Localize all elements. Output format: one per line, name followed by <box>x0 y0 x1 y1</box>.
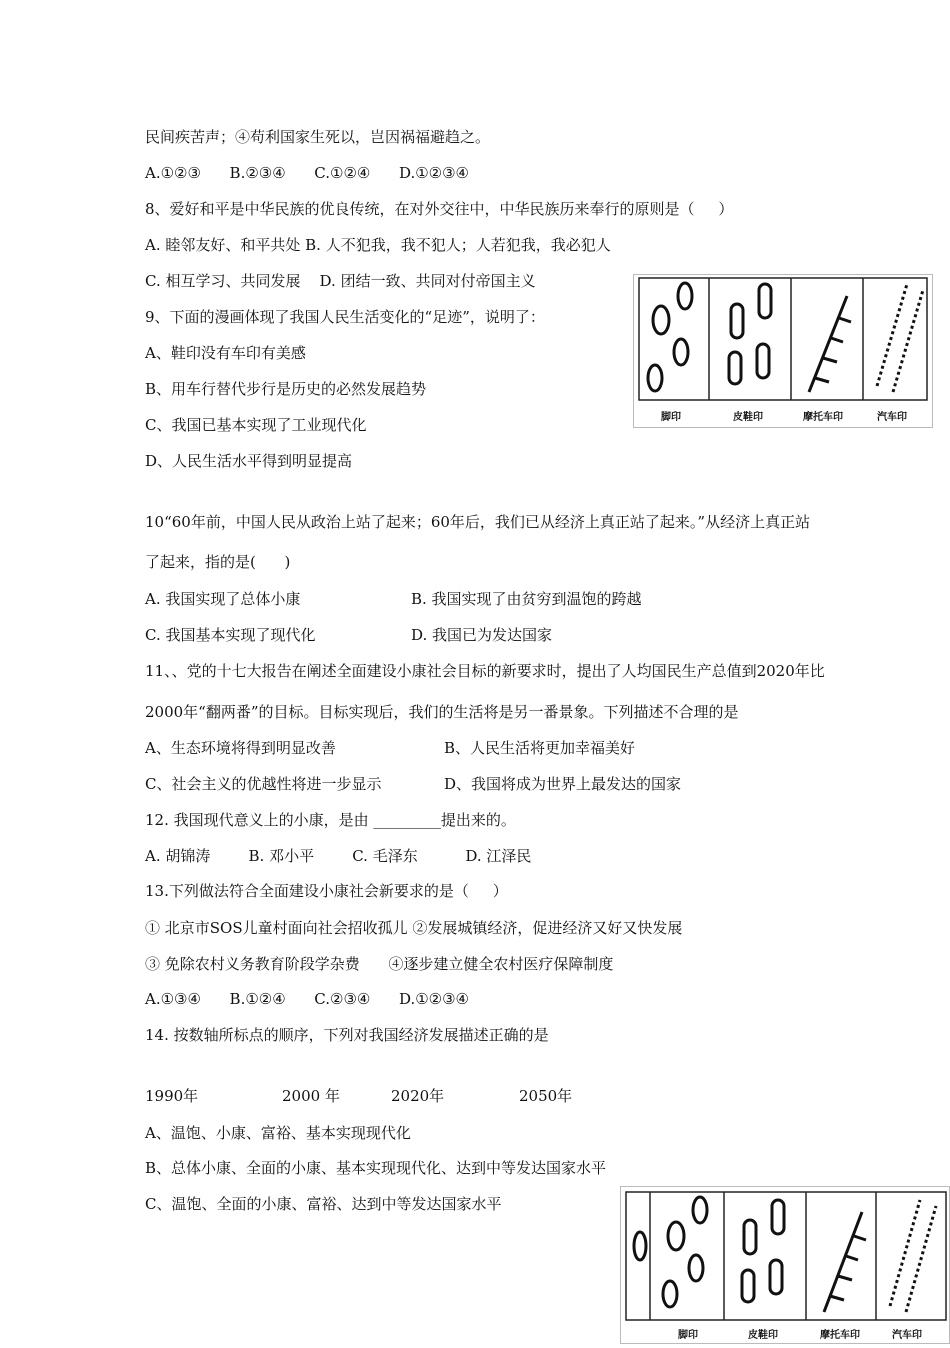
question-14-option-c: C、温饱、全面的小康、富裕、达到中等发达国家水平 <box>145 1195 502 1213</box>
answer-options: A.①②③ B.②③④ C.①②④ D.①②③④ <box>145 164 470 182</box>
question-8: 8、爱好和平是中华民族的优良传统，在对外交往中，中华民族历来奉行的原则是（ ） <box>145 200 734 218</box>
text-line: 民间疾苦声；④苟利国家生死以，岂因祸福避趋之。 <box>145 128 491 146</box>
question-10-option-d: D. 我国已为发达国家 <box>411 626 553 644</box>
question-11-option-c: C、社会主义的优越性将进一步显示 <box>145 775 382 793</box>
footprint-cartoon-drawing <box>633 274 933 428</box>
footprint-cartoon-copy <box>620 1186 950 1344</box>
question-8-options-ab: A. 睦邻友好、和平共处 B. 人不犯我，我不犯人；人若犯我，我必犯人 <box>145 236 611 254</box>
caption-footprint-copy: 脚印 <box>678 1330 698 1341</box>
question-11: 11、、党的十七大报告在阐述全面建设小康社会目标的新要求时，提出了人均国民生产总值到2020年比 <box>145 662 825 680</box>
question-13-item-12: ① 北京市SOS儿童村面向社会招收孤儿 ②发展城镇经济，促进经济又好又快发展 <box>145 919 683 937</box>
question-11-option-b: B、人民生活将更加幸福美好 <box>444 739 636 757</box>
question-11-option-a: A、生态环境将得到明显改善 <box>145 739 336 757</box>
question-9-option-b: B、用车行替代步行是历史的必然发展趋势 <box>145 380 427 398</box>
caption-motorcycle-track-copy: 摩托车印 <box>820 1330 860 1341</box>
question-10-option-c: C. 我国基本实现了现代化 <box>145 626 316 644</box>
axis-year-2000: 2000 年 <box>282 1087 340 1105</box>
axis-year-1990: 1990年 <box>145 1087 199 1105</box>
question-11-option-d: D、我国将成为世界上最发达的国家 <box>444 775 682 793</box>
question-10: 10“60年前，中国人民从政治上站了起来；60年后，我们已从经济上真正站了起来。”从经济上真正站 <box>145 513 811 531</box>
question-9-option-c: C、我国已基本实现了工业现代化 <box>145 416 367 434</box>
question-12-options: A. 胡锦涛 B. 邓小平 C. 毛泽东 D. 江泽民 <box>145 847 532 865</box>
caption-car-track-copy: 汽车印 <box>892 1330 922 1341</box>
question-10-option-b: B. 我国实现了由贫穷到温饱的跨越 <box>411 590 642 608</box>
question-14-option-b: B、总体小康、全面的小康、基本实现现代化、达到中等发达国家水平 <box>145 1159 607 1177</box>
question-9-option-a: A、鞋印没有车印有美感 <box>145 344 306 362</box>
question-13-options: A.①③④ B.①②④ C.②③④ D.①②③④ <box>145 990 470 1008</box>
question-13-item-34: ③ 免除农村义务教育阶段学杂费 ④逐步建立健全农村医疗保障制度 <box>145 955 614 973</box>
caption-footprint: 脚印 <box>661 412 681 423</box>
question-9: 9、下面的漫画体现了我国人民生活变化的“足迹”，说明了： <box>145 308 545 326</box>
question-8-options-cd: C. 相互学习、共同发展 D. 团结一致、共同对付帝国主义 <box>145 272 536 290</box>
question-11-cont: 2000年“翻两番”的目标。目标实现后，我们的生活将是另一番景象。下列描述不合理的是 <box>145 703 739 721</box>
footprint-cartoon-copy-drawing <box>620 1186 950 1344</box>
question-13: 13.下列做法符合全面建设小康社会新要求的是（ ） <box>145 882 508 900</box>
question-12: 12. 我国现代意义上的小康，是由 _________提出来的。 <box>145 811 516 829</box>
footprint-cartoon <box>633 274 933 428</box>
question-9-option-d: D、人民生活水平得到明显提高 <box>145 452 353 470</box>
question-10-option-a: A. 我国实现了总体小康 <box>145 590 301 608</box>
caption-motorcycle-track: 摩托车印 <box>803 412 843 423</box>
axis-year-2020: 2020年 <box>391 1087 445 1105</box>
question-14: 14. 按数轴所标点的顺序，下列对我国经济发展描述正确的是 <box>145 1026 549 1044</box>
caption-shoeprint: 皮鞋印 <box>733 412 763 423</box>
question-10-cont: 了起来，指的是( ) <box>145 553 291 571</box>
caption-shoeprint-copy: 皮鞋印 <box>748 1330 778 1341</box>
caption-car-track: 汽车印 <box>877 412 907 423</box>
axis-year-2050: 2050年 <box>519 1087 573 1105</box>
question-14-option-a: A、温饱、小康、富裕、基本实现现代化 <box>145 1124 411 1142</box>
